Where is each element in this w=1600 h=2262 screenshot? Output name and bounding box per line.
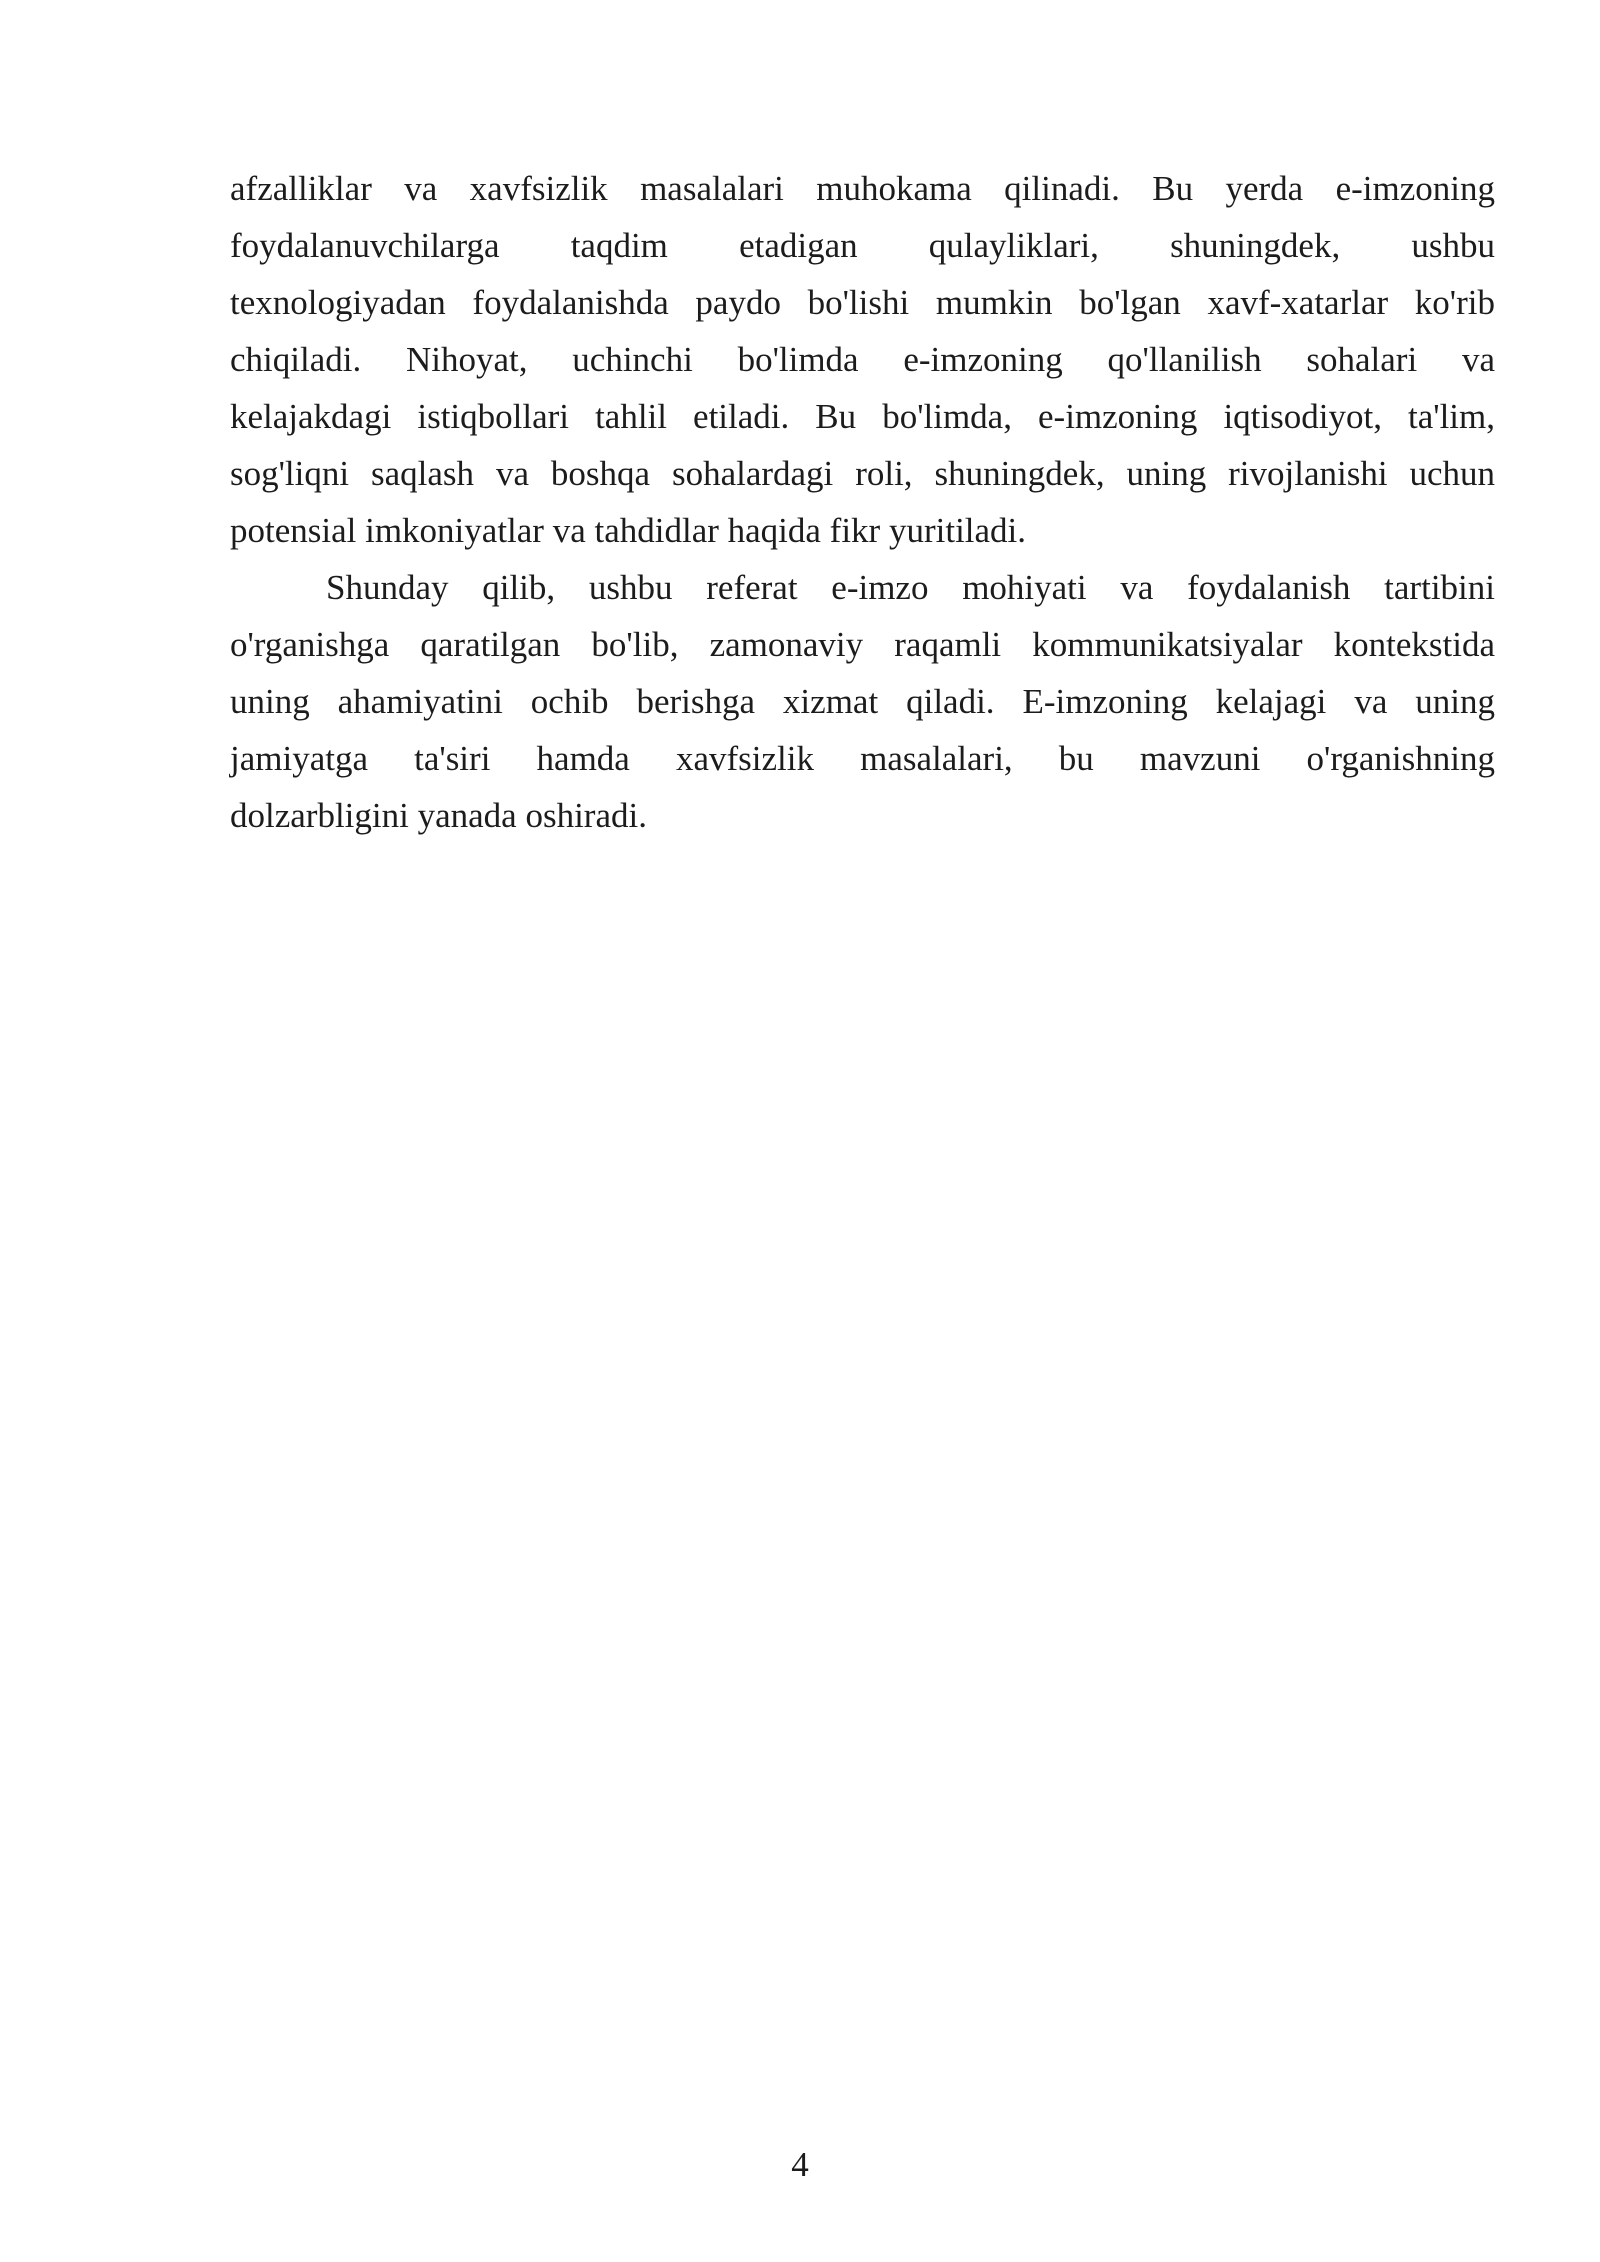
body-text xyxy=(230,160,1495,844)
text-line: o'rganishga qaratilgan bo'lib, zamonaviy raqamli kommunikatsiyalar kontekstida xyxy=(230,625,1495,664)
text-line: kelajakdagi istiqbollari tahlil etiladi. Bu bo'limda, e-imzoning iqtisodiyot, ta'lim, xyxy=(230,397,1495,436)
text-line: jamiyatga ta'siri hamda xavfsizlik masalalari, bu mavzuni o'rganishning xyxy=(230,739,1495,778)
text-line: Shunday qilib, ushbu referat e-imzo mohiyati va foydalanish tartibini xyxy=(326,568,1495,607)
text-line: chiqiladi. Nihoyat, uchinchi bo'limda e-imzoning qo'llanilish sohalari va xyxy=(230,340,1495,379)
page-number: 4 xyxy=(791,2145,809,2184)
text-line: potensial imkoniyatlar va tahdidlar haqida fikr yuritiladi. xyxy=(230,511,1027,550)
text-line: dolzarbligini yanada oshiradi. xyxy=(230,796,647,835)
paragraph-2 xyxy=(230,559,1495,844)
text-line: uning ahamiyatini ochib berishga xizmat qiladi. E-imzoning kelajagi va uning xyxy=(230,682,1495,721)
text-line: sog'liqni saqlash va boshqa sohalardagi roli, shuningdek, uning rivojlanishi uchun xyxy=(230,454,1495,493)
paragraph-1 xyxy=(230,160,1495,559)
text-line: texnologiyadan foydalanishda paydo bo'lishi mumkin bo'lgan xavf-xatarlar ko'rib xyxy=(230,283,1495,322)
text-line: foydalanuvchilarga taqdim etadigan qulayliklari, shuningdek, ushbu xyxy=(230,226,1495,265)
text-line: afzalliklar va xavfsizlik masalalari muhokama qilinadi. Bu yerda e-imzoning xyxy=(230,169,1495,208)
